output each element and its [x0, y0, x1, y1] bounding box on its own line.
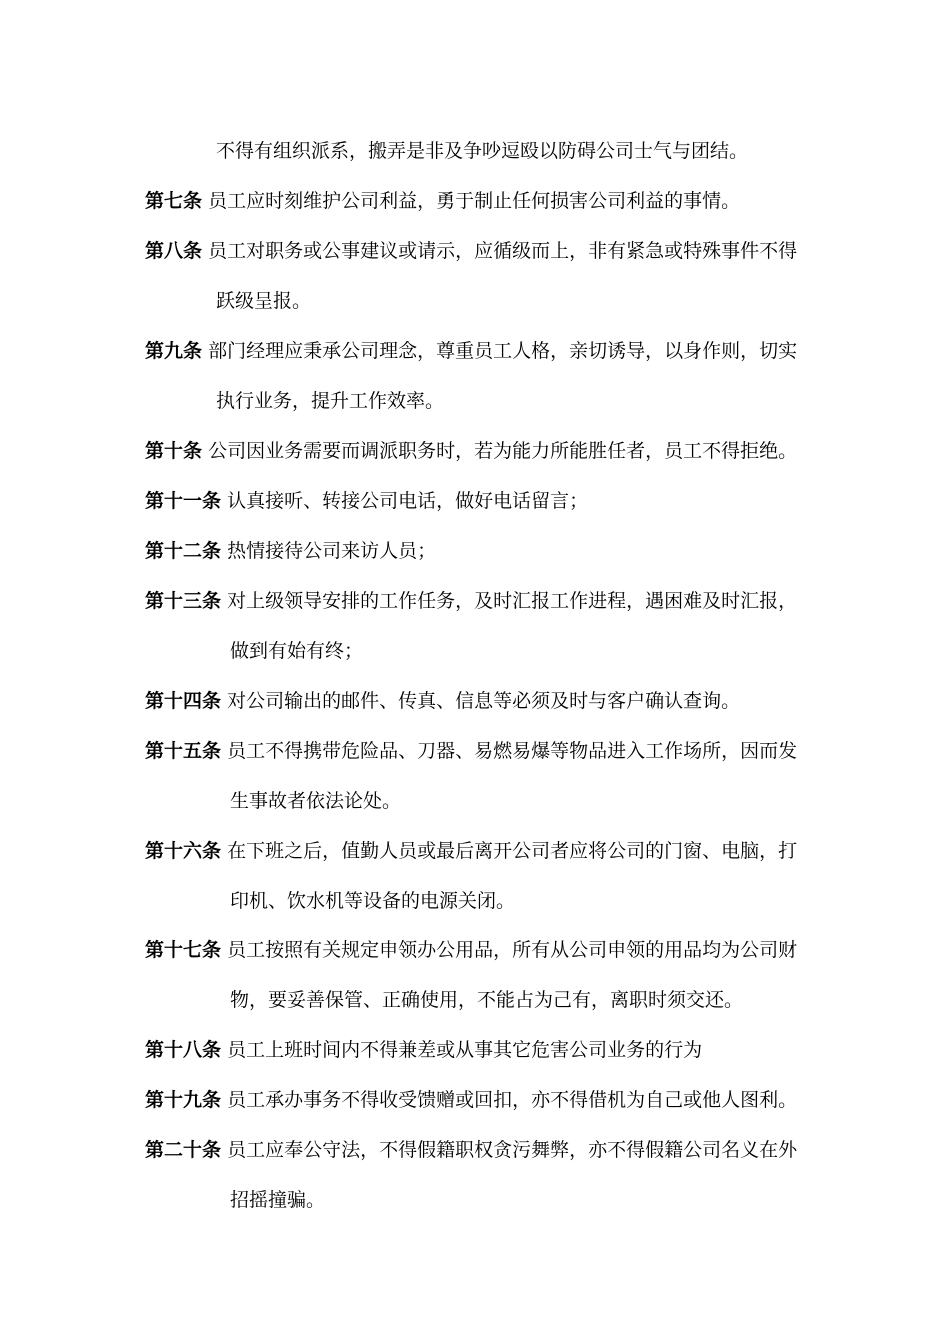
article-13 [145, 586, 797, 616]
article-label: 第十五条 [145, 740, 222, 762]
line-text: 做到有始有终； [230, 640, 364, 662]
article-17-continuation [230, 985, 743, 1015]
article-9-continuation [216, 386, 444, 416]
article-label: 第十八条 [145, 1039, 222, 1061]
article-15-continuation [230, 786, 401, 816]
article-text: 员工不得携带危险品、刀器、易燃易爆等物品进入工作场所，因而发 [227, 740, 798, 762]
article-12 [145, 536, 436, 566]
line-text: 招摇撞骗。 [230, 1189, 326, 1211]
article-text: 员工上班时间内不得兼差或从事其它危害公司业务的行为 [227, 1039, 703, 1061]
line-text: 跃级呈报。 [216, 290, 312, 312]
article-7 [145, 186, 740, 216]
article-label: 第十条 [145, 440, 203, 462]
article-16 [145, 836, 797, 866]
article-label: 第十六条 [145, 840, 222, 862]
article-label: 第九条 [145, 340, 203, 362]
article-text: 部门经理应秉承公司理念，尊重员工人格，亲切诱导，以身作则，切实 [208, 340, 798, 362]
article-13-continuation [230, 636, 363, 666]
article-label: 第二十条 [145, 1139, 222, 1161]
article-text: 员工应奉公守法，不得假籍职权贪污舞弊，亦不得假籍公司名义在外 [227, 1139, 798, 1161]
article-17 [145, 935, 797, 965]
article-19 [145, 1085, 797, 1115]
article-label: 第八条 [145, 240, 203, 262]
line-text: 执行业务，提升工作效率。 [216, 390, 445, 412]
article-label: 第十七条 [145, 939, 222, 961]
article-text: 对公司输出的邮件、传真、信息等必须及时与客户确认查询。 [227, 690, 741, 712]
line-text: 印机、饮水机等设备的电源关闭。 [230, 890, 516, 912]
article-text: 热情接待公司来访人员； [227, 540, 437, 562]
article-text: 认真接听、转接公司电话，做好电话留言； [227, 490, 589, 512]
article-16-continuation [230, 886, 515, 916]
article-11 [145, 486, 588, 516]
article-label: 第十三条 [145, 590, 222, 612]
article-label: 第十一条 [145, 490, 222, 512]
article-text: 公司因业务需要而调派职务时，若为能力所能胜任者，员工不得拒绝。 [208, 440, 798, 462]
article-20 [145, 1135, 797, 1165]
article-label: 第七条 [145, 190, 203, 212]
paragraph-line [216, 136, 748, 166]
article-20-continuation [230, 1185, 325, 1215]
article-text: 员工应时刻维护公司利益，勇于制止任何损害公司利益的事情。 [208, 190, 741, 212]
article-8-continuation [216, 286, 311, 316]
article-10 [145, 436, 797, 466]
line-text: 不得有组织派系，搬弄是非及争吵逗殴以防碍公司士气与团结。 [216, 140, 749, 162]
article-text: 对上级领导安排的工作任务，及时汇报工作进程，遇困难及时汇报， [227, 590, 798, 612]
article-14 [145, 686, 740, 716]
article-label: 第十四条 [145, 690, 222, 712]
line-text: 物，要妥善保管、正确使用，不能占为己有，离职时须交还。 [230, 989, 744, 1011]
article-text: 员工承办事务不得收受馈赠或回扣，亦不得借机为自己或他人图利。 [227, 1089, 798, 1111]
article-15 [145, 736, 797, 766]
article-9 [145, 336, 797, 366]
article-8 [145, 236, 797, 266]
article-text: 员工对职务或公事建议或请示，应循级而上，非有紧急或特殊事件不得 [208, 240, 798, 262]
article-text: 员工按照有关规定申领办公用品，所有从公司申领的用品均为公司财 [227, 939, 798, 961]
article-18 [145, 1035, 702, 1065]
article-text: 在下班之后，值勤人员或最后离开公司者应将公司的门窗、电脑，打 [227, 840, 798, 862]
article-label: 第十二条 [145, 540, 222, 562]
article-label: 第十九条 [145, 1089, 222, 1111]
line-text: 生事故者依法论处。 [230, 790, 402, 812]
